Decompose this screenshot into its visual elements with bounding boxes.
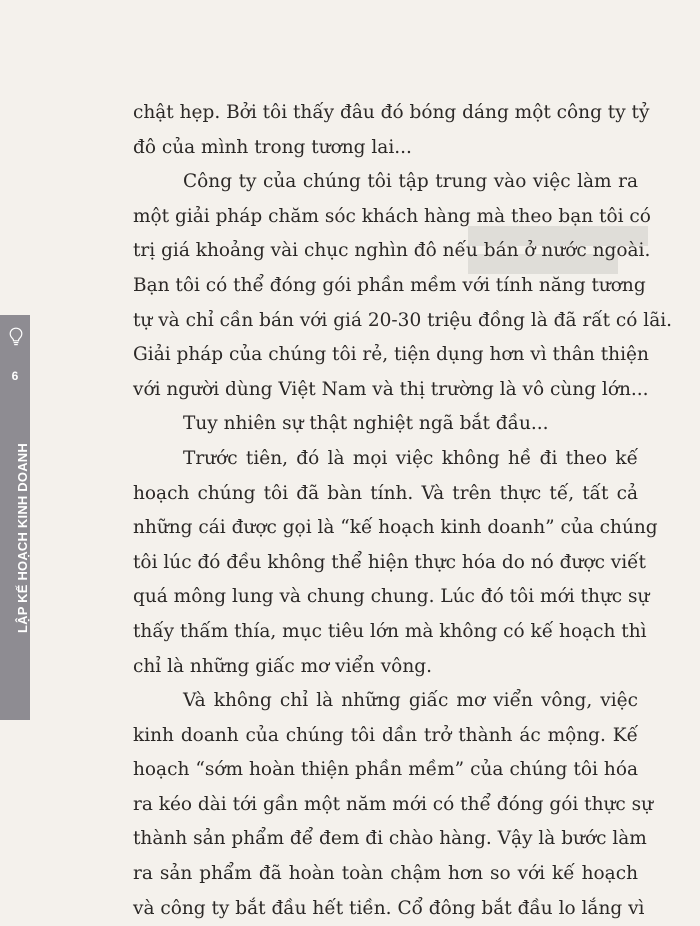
text-line: ra sản phẩm đã hoàn toàn chậm hơn so với kế hoạch: [133, 863, 638, 885]
chapter-side-tab: [0, 315, 30, 720]
text-line: tôi lúc đó đều không thể hiện thực hóa do nó được viết: [133, 551, 646, 573]
text-line: và công ty bắt đầu hết tiền. Cổ đông bắt đầu lo lắng vì: [133, 897, 645, 919]
text-line: Trước tiên, đó là mọi việc không hề đi theo kế: [183, 447, 638, 469]
text-line: trị giá khoảng vài chục nghìn đô nếu bán ở nước ngoài.: [133, 240, 651, 262]
text-line: đô của mình trong tương lai...: [133, 136, 412, 158]
body-text: [133, 96, 673, 926]
text-line: kinh doanh của chúng tôi dần trở thành ác mộng. Kế: [133, 724, 638, 746]
text-line: thấy thấm thía, mục tiêu lớn mà không có kế hoạch thì: [133, 620, 647, 642]
text-line: quá mông lung và chung chung. Lúc đó tôi mới thực sự: [133, 586, 650, 608]
text-line: hoạch “sớm hoàn thiện phần mềm” của chúng tôi hóa: [133, 759, 638, 781]
text-line: chỉ là những giấc mơ viển vông.: [133, 655, 432, 677]
text-line: Giải pháp của chúng tôi rẻ, tiện dụng hơn vì thân thiện: [133, 344, 649, 366]
text-line: Và không chỉ là những giấc mơ viển vông, việc: [183, 690, 638, 712]
text-line: Bạn tôi có thể đóng gói phần mềm với tính năng tương: [133, 274, 646, 296]
chapter-number: 6: [11, 369, 19, 383]
text-line: Tuy nhiên sự thật nghiệt ngã bắt đầu...: [183, 413, 549, 435]
text-line: thành sản phẩm để đem đi chào hàng. Vậy là bước làm: [133, 828, 647, 850]
text-line: ra kéo dài tới gần một năm mới có thể đóng gói thực sự: [133, 793, 654, 815]
text-line: với người dùng Việt Nam và thị trường là vô cùng lớn...: [133, 378, 649, 400]
text-line: những cái được gọi là “kế hoạch kinh doanh” của chúng: [133, 517, 658, 539]
text-line: một giải pháp chăm sóc khách hàng mà theo bạn tôi có: [133, 205, 651, 227]
chapter-title: LẬP KẾ HOẠCH KINH DOANH: [15, 443, 30, 633]
text-line: chật hẹp. Bởi tôi thấy đâu đó bóng dáng một công ty tỷ: [133, 102, 650, 123]
text-line: hoạch chúng tôi đã bàn tính. Và trên thực tế, tất cả: [133, 482, 638, 504]
lightbulb-icon: [9, 327, 23, 347]
text-line: tự và chỉ cần bán với giá 20-30 triệu đồng là đã rất có lãi.: [133, 309, 673, 331]
text-line: Công ty của chúng tôi tập trung vào việc làm ra: [183, 171, 638, 193]
